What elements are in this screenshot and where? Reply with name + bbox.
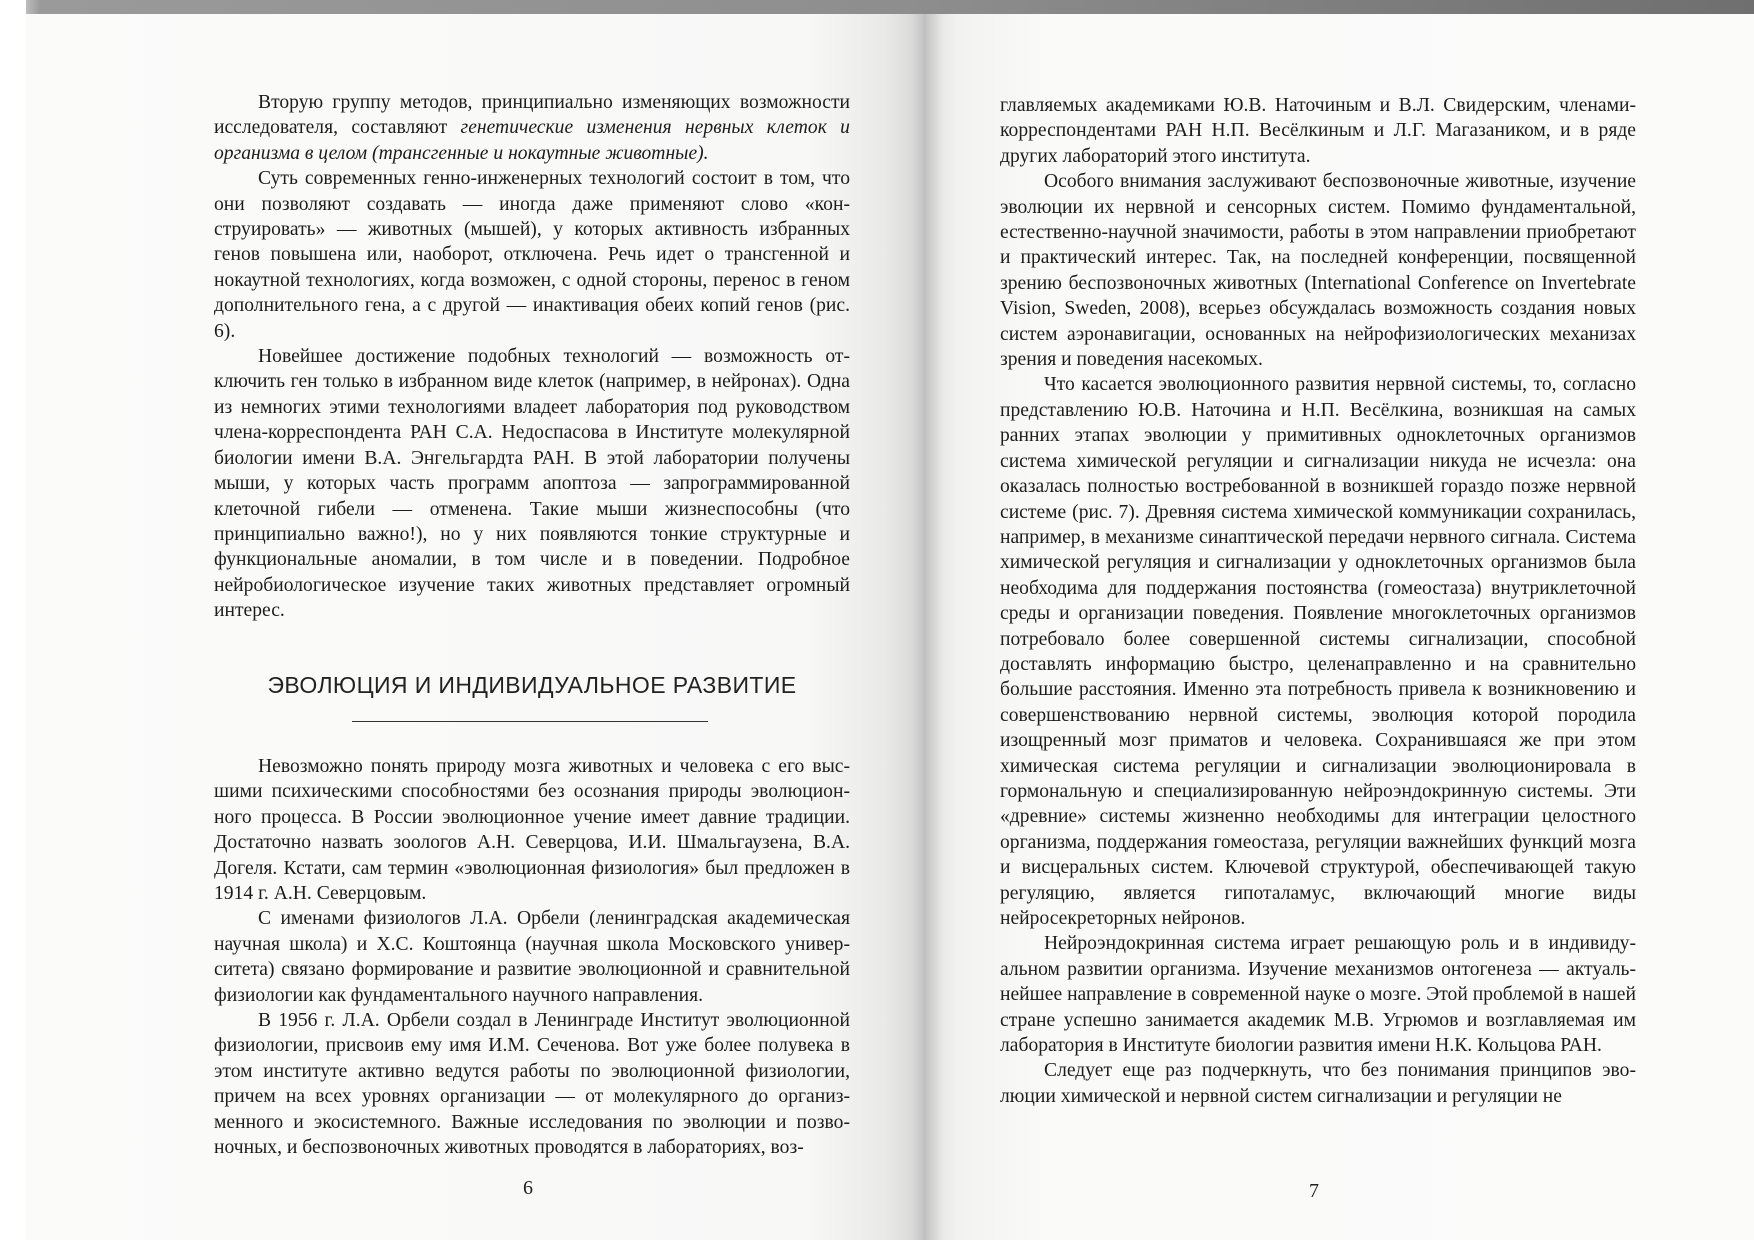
book-gutter (912, 14, 942, 1240)
paragraph (1000, 169, 1636, 372)
right-page-text (1000, 93, 1636, 1109)
paragraph (1000, 93, 1636, 169)
paragraph (214, 90, 850, 166)
paragraph (1000, 931, 1636, 1058)
paragraph (214, 344, 850, 623)
paragraph (1000, 1058, 1636, 1109)
page-number-left: 6 (523, 1177, 533, 1199)
paragraph-text: Новейшее достижение подобных технологий — возможность отключить ген только в избранном виде клеток (например, в нейронах). Одна из немногих этими технологиями владеет лаборатория под руководством члена-корреспондента РАН С.А. Недоспасова в Институте молекулярной биологии имени В.А. Энгельгардта РАН. В этой лаборатории получены мыши, у которых часть программ апоптоза — запрограммированной клеточной гибели — отменена. Такие мыши жизнеспособны (что принципиально важно!), но у них появляются тонкие структурные и функциональные аномалии, в том числе и в поведении. Подробное нейробиологическое изучение таких животных представляет огромный интерес. (214, 346, 850, 622)
paragraph-text: Что касается эволюционного развития нервной системы, то, согласно представлению Ю.В. Наточина и Н.П. Весёлкина, возникшая на самых ранних этапах эволюции у примитивных одноклеточных организмов система химической регуляции и сигнализации никуда не исчезла: она оказалась полностью востребованной в возникшей гораздо позже нервной системе (рис. 7). Древняя система химической коммуникации сохранилась, например, в механизме синаптической передачи нервного сигнала. Система химической регуляция и сигнализации у одноклеточных организмов была необходима для поддержания постоянства (гомеостаза) внутриклеточной среды и организации поведения. Появление многоклеточных организмов потребовало более совершенной системы сигнализации, способной доставлять информацию быстро, целенаправленно и на сравнительно большие расстояния. Именно эта потребность привела к возникновению и совершенствованию нервной системы, эволюция которой породила изощренный мозг приматов и человека. Сохранившаяся же при этом химическая система регуляции и сигнализации эволюционировала в гормональную и специализированную нейроэндокринную системы. Эти «древние» системы жизненно необходимы для интеграции целостного организма, поддержания гомеостаза, регуляции важнейших функций мозга и висцеральных систем. Ключевой структурой, обеспечивающей такую регуляцию, является гипоталамус, включающий многие виды нейросекреторных нейронов. (1000, 374, 1636, 929)
section-heading: ЭВОЛЮЦИЯ И ИНДИВИДУАЛЬНОЕ РАЗВИТИЕ (267, 672, 797, 698)
paragraph-text: Особого внимания заслуживают беспозвоночные животные, изучение эволюции их нервной и сенсорных систем. Помимо фундаментальной, естественно-научной значимости, работы в этом направлении приобретают и практический интерес. Так, на последней конференции, посвященной зрению беспозвоночных животных (International Conference on Invertebrate Vision, Sweden, 2008), всерьез обсуждалась возможность создания новых систем аэронавигации, основанных на нейрофизиологических механизах зрения и поведения насекомых. (1000, 171, 1636, 371)
paragraph (214, 754, 850, 906)
paragraph-text: С именами физиологов Л.А. Орбели (ленинградская академическая научная школа) и Х.С. Коштоянца (научная школа Московского университета) связано формирование и развитие эволюционной и сравнительной физиологии как фундаментального научного направления. (214, 908, 850, 1006)
paragraph-text: Следует еще раз подчеркнуть, что без понимания принципов эволюции химической и нервной систем сигнализации и регуляции не (1000, 1060, 1636, 1107)
paragraph (1000, 372, 1636, 931)
left-page-text-top (214, 90, 850, 624)
paragraph (214, 166, 850, 344)
paragraph-text: Суть современных генно-инженерных технологий состоит в том, что они позволяют создавать — иногда даже применяют слово «конструировать» — животных (мышей), у которых активность избранных генов повышена или, наоборот, отключена. Речь идет о трансгенной и нокаутной технологиях, когда возможен, с одной стороны, перенос в геном дополнительного гена, а с другой — инактивация обеих копий генов (рис. 6). (214, 168, 850, 342)
page-number-right: 7 (1309, 1180, 1319, 1202)
paragraph-text: Невозможно понять природу мозга животных и человека с его высшими психическими способностями без осознания природы эволюционного процесса. В России эволюционное учение имеет давние традиции. Достаточно назвать зоологов А.Н. Северцова, И.И. Шмальгаузена, В.А. Догеля. Кстати, сам термин «эволюционная физиология» был предложен в 1914 г. А.Н. Северцовым. (214, 756, 850, 905)
italic-text: генетические изменения нервных клеток и организма в целом (трансгенные и нокаутные животные). (214, 117, 850, 164)
paragraph-text: Нейроэндокринная система играет решающую роль и в индивидуальном развитии организма. Изучение механизмов онтогенеза — актуальнейшее направление в современной науке о мозге. Этой проблемой в нашей стране успешно занимается академик М.В. Угрюмов и возглавляемая им лаборатория в Институте биологии развития имени Н.К. Кольцова РАН. (1000, 933, 1636, 1057)
left-page-text-bottom (214, 754, 850, 1161)
scan-left-margin (0, 0, 26, 1240)
paragraph (214, 1008, 850, 1160)
heading-rule (352, 721, 708, 722)
paragraph-text: Вторую группу методов, принципиально изменяющих возможности исследователя, составляют (214, 92, 850, 139)
paragraph (214, 906, 850, 1008)
paragraph-text: главляемых академиками Ю.В. Наточиным и В.Л. Свидерским, членами-корреспондентами РАН Н.П. Весёлкиным и Л.Г. Магазаником, и в ряде других лабораторий этого института. (1000, 95, 1636, 167)
scan-top-edge (0, 0, 1754, 14)
paragraph-text: В 1956 г. Л.А. Орбели создал в Ленинграде Институт эволюционной физиологии, присвоив ему имя И.М. Сеченова. Вот уже более полувека в этом институте активно ведутся работы по эволюционной физиологии, причем на всех уровнях организации — от молекулярного до организменного и экосистемного. Важные исследования по эволюции и позвоночных, и беспозвоночных животных проводятся в лабораториях, воз- (214, 1010, 850, 1159)
